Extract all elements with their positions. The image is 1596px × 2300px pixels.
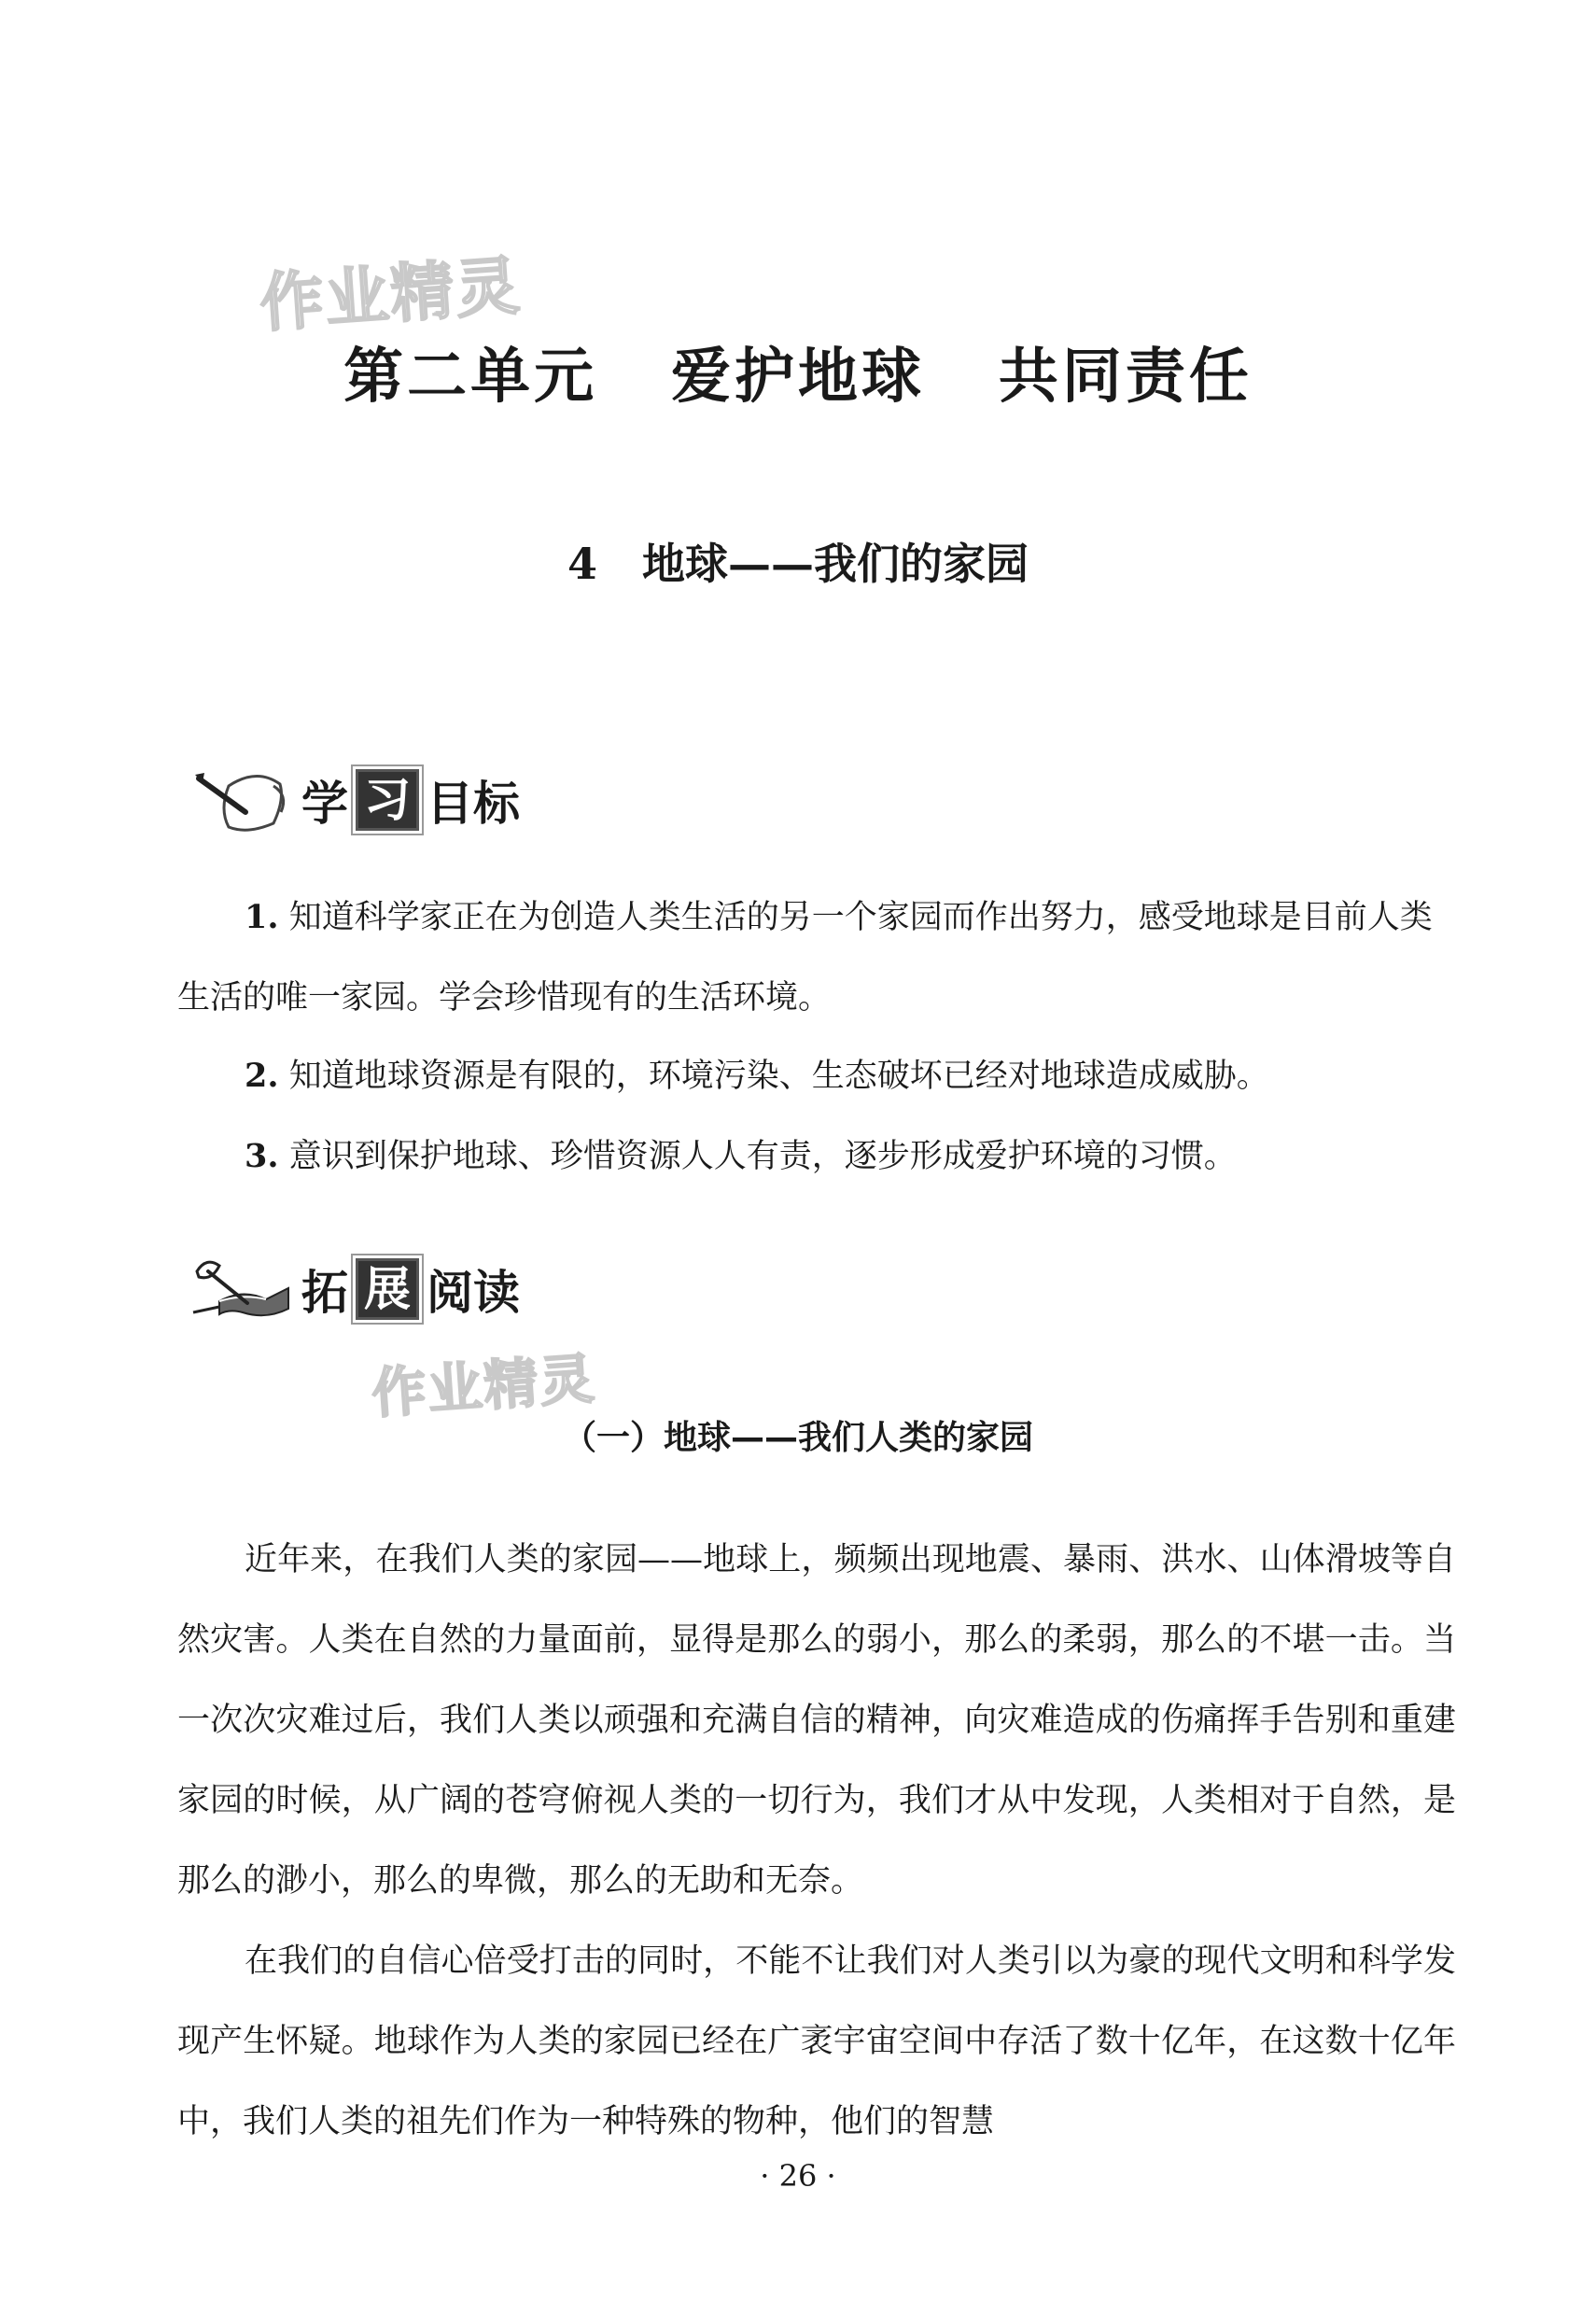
section-boxed-char: 展 — [356, 1258, 419, 1320]
section-header-extended-reading — [191, 1247, 520, 1331]
goal-text: 知道科学家正在为创造人类生活的另一个家园而作出努力，感受地球是目前人类生活的唯一家园。学会珍惜现有的生活环境。 — [177, 899, 1433, 1017]
goal-text: 知道地球资源是有限的，环境污染、生态破坏已经对地球造成威胁。 — [288, 1058, 1269, 1095]
goal-number: 1. — [245, 898, 279, 936]
goal-number: 2. — [245, 1057, 279, 1095]
goal-item — [177, 877, 1456, 1038]
watermark: 作业精灵 — [370, 1346, 598, 1426]
watermark: 作业精灵 — [258, 249, 524, 342]
section-suffix: 目标 — [427, 777, 520, 831]
section-prefix: 学 — [301, 777, 348, 831]
quill-scroll-icon — [191, 758, 294, 842]
page-number: · 26 · — [760, 2158, 836, 2194]
reading-paragraph: 在我们的自信心倍受打击的同时，不能不让我们对人类引以为豪的现代文明和科学发现产生怀疑。地球作为人类的家园已经在广袤宇宙空间中存活了数十亿年，在这数十亿年中，我们人类的祖先们作为一种特殊的物种，他们的智慧 — [177, 1942, 1456, 2140]
section-header-learning-goals — [191, 758, 520, 842]
lesson-title: 4 地球——我们的家园 — [567, 539, 1029, 589]
reading-title: （一）地球——我们人类的家园 — [562, 1419, 1033, 1457]
goal-text: 意识到保护地球、珍惜资源人人有责，逐步形成爱护环境的习惯。 — [288, 1138, 1237, 1175]
section-prefix: 拓 — [301, 1266, 348, 1320]
goal-number: 3. — [245, 1137, 279, 1175]
quill-book-icon — [191, 1247, 294, 1331]
section-boxed-char: 习 — [356, 769, 419, 831]
reading-paragraph: 近年来，在我们人类的家园——地球上，频频出现地震、暴雨、洪水、山体滑坡等自然灾害。人类在自然的力量面前，显得是那么的弱小，那么的柔弱，那么的不堪一击。当一次次灾难过后，我们人类以顽强和充满自信的精神，向灾难造成的伤痛挥手告别和重建家园的时候，从广阔的苍穹俯视人类的一切行为，我们才从中发现，人类相对于自然，是那么的渺小，那么的卑微，那么的无助和无奈。 — [177, 1541, 1456, 1900]
goal-item — [177, 1116, 1456, 1197]
section-suffix: 阅读 — [427, 1266, 520, 1320]
unit-title: 第二单元 爱护地球 共同责任 — [343, 343, 1253, 412]
goal-item — [177, 1036, 1456, 1116]
